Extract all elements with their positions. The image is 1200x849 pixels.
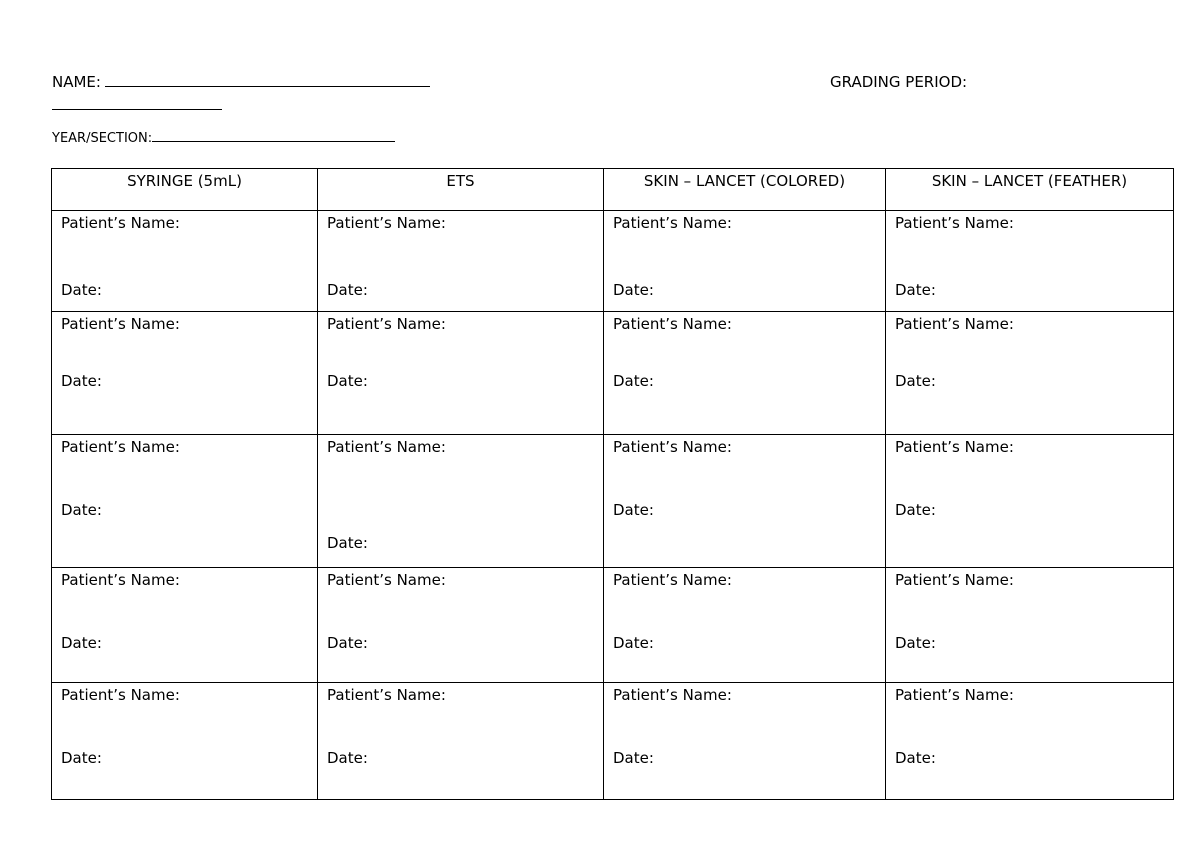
- date-label: Date:: [61, 281, 102, 299]
- table-body: [52, 211, 1174, 800]
- log-cell-lancet-feather[interactable]: [886, 312, 1174, 435]
- specimen-log-table: [51, 168, 1174, 800]
- date-label: Date:: [327, 372, 368, 390]
- table-header-row: [52, 169, 1174, 211]
- log-cell-lancet-feather[interactable]: [886, 568, 1174, 683]
- patient-name-label: Patient’s Name:: [61, 571, 180, 589]
- log-cell-syringe[interactable]: [52, 683, 318, 800]
- log-cell-ets[interactable]: [318, 568, 604, 683]
- date-label: Date:: [327, 281, 368, 299]
- log-cell-ets[interactable]: [318, 435, 604, 568]
- date-label: Date:: [895, 281, 936, 299]
- name-label: NAME:: [52, 73, 101, 91]
- patient-name-label: Patient’s Name:: [895, 686, 1014, 704]
- log-cell-lancet-colored[interactable]: [604, 568, 886, 683]
- date-label: Date:: [613, 634, 654, 652]
- patient-name-label: Patient’s Name:: [613, 571, 732, 589]
- log-cell-lancet-feather[interactable]: [886, 435, 1174, 568]
- year-section-blank-line[interactable]: [152, 140, 395, 142]
- patient-name-label: Patient’s Name:: [327, 686, 446, 704]
- column-header-ets: ETS: [318, 169, 604, 211]
- column-header-lancet-feather: SKIN – LANCET (FEATHER): [886, 169, 1174, 211]
- log-cell-ets[interactable]: [318, 211, 604, 312]
- date-label: Date:: [61, 501, 102, 519]
- patient-name-label: Patient’s Name:: [895, 214, 1014, 232]
- table-row: [52, 683, 1174, 800]
- date-label: Date:: [895, 501, 936, 519]
- log-cell-lancet-colored[interactable]: [604, 683, 886, 800]
- patient-name-label: Patient’s Name:: [327, 571, 446, 589]
- log-cell-syringe[interactable]: [52, 211, 318, 312]
- patient-name-label: Patient’s Name:: [613, 438, 732, 456]
- name-blank-line[interactable]: [105, 85, 430, 87]
- date-label: Date:: [613, 281, 654, 299]
- patient-name-label: Patient’s Name:: [61, 214, 180, 232]
- column-header-lancet-colored: SKIN – LANCET (COLORED): [604, 169, 886, 211]
- patient-name-label: Patient’s Name:: [61, 315, 180, 333]
- patient-name-label: Patient’s Name:: [613, 214, 732, 232]
- log-cell-lancet-colored[interactable]: [604, 211, 886, 312]
- log-cell-syringe[interactable]: [52, 312, 318, 435]
- patient-name-label: Patient’s Name:: [61, 438, 180, 456]
- grading-period-label: GRADING PERIOD:: [830, 73, 968, 91]
- patient-name-label: Patient’s Name:: [61, 686, 180, 704]
- year-section-row: [52, 131, 395, 146]
- year-section-label: YEAR/SECTION:: [52, 131, 153, 146]
- date-label: Date:: [613, 372, 654, 390]
- date-label: Date:: [895, 749, 936, 767]
- date-label: Date:: [895, 634, 936, 652]
- date-label: Date:: [613, 501, 654, 519]
- patient-name-label: Patient’s Name:: [895, 438, 1014, 456]
- patient-name-label: Patient’s Name:: [613, 686, 732, 704]
- date-label: Date:: [327, 634, 368, 652]
- log-cell-lancet-feather[interactable]: [886, 211, 1174, 312]
- patient-name-label: Patient’s Name:: [327, 438, 446, 456]
- table-row: [52, 312, 1174, 435]
- patient-name-label: Patient’s Name:: [327, 315, 446, 333]
- date-label: Date:: [613, 749, 654, 767]
- log-cell-lancet-colored[interactable]: [604, 435, 886, 568]
- log-cell-lancet-feather[interactable]: [886, 683, 1174, 800]
- column-header-syringe: SYRINGE (5mL): [52, 169, 318, 211]
- patient-name-label: Patient’s Name:: [327, 214, 446, 232]
- patient-name-label: Patient’s Name:: [895, 571, 1014, 589]
- patient-name-label: Patient’s Name:: [895, 315, 1014, 333]
- date-label: Date:: [327, 534, 368, 552]
- table-row: [52, 435, 1174, 568]
- name-field-row: [52, 73, 430, 91]
- grading-period-row: [830, 73, 967, 91]
- table-row: [52, 568, 1174, 683]
- grading-period-blank-line[interactable]: [52, 109, 222, 110]
- log-cell-ets[interactable]: [318, 312, 604, 435]
- table-row: [52, 211, 1174, 312]
- log-cell-syringe[interactable]: [52, 568, 318, 683]
- date-label: Date:: [61, 749, 102, 767]
- date-label: Date:: [61, 372, 102, 390]
- date-label: Date:: [895, 372, 936, 390]
- log-cell-ets[interactable]: [318, 683, 604, 800]
- date-label: Date:: [61, 634, 102, 652]
- log-cell-syringe[interactable]: [52, 435, 318, 568]
- date-label: Date:: [327, 749, 368, 767]
- log-cell-lancet-colored[interactable]: [604, 312, 886, 435]
- patient-name-label: Patient’s Name:: [613, 315, 732, 333]
